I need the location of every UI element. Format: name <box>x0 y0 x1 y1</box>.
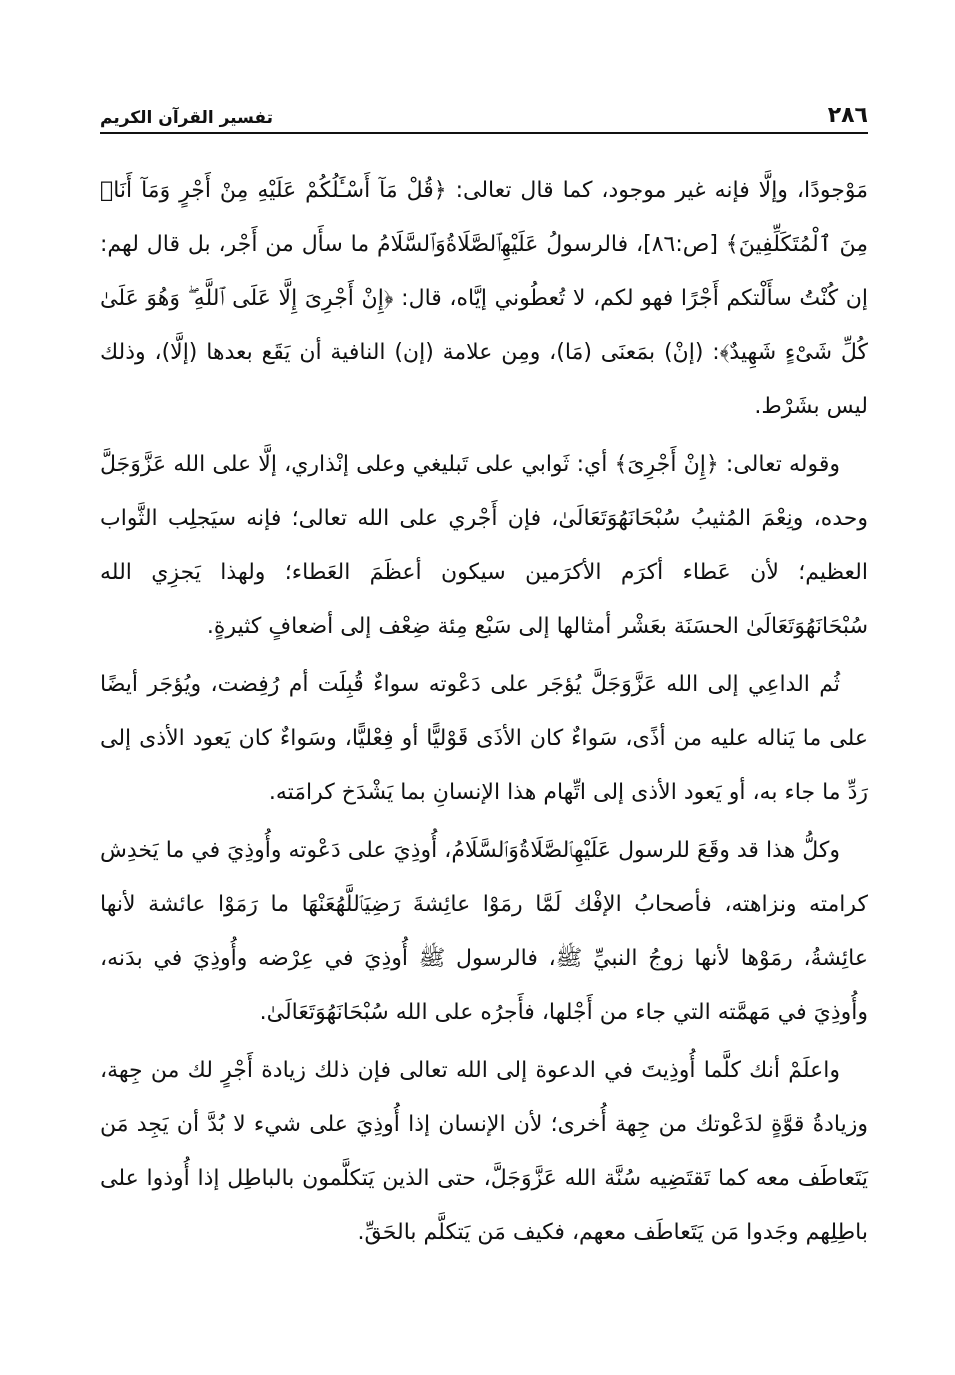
paragraph: وكلُّ هذا قد وقَعَ للرسول عَلَيْهِٱلصَّلَاةُوَٱلسَّلَامُ، أُوذِيَ على دَعْوته وأُوذِيَ في ما يَخدِش كرامته ونزاهته، فأصحابُ الإفْك لَمَّا رمَوْا عائِشةَ رَضِيَٱللَّهُعَنْهَا ما رَمَوْا عائشة لأنها عائِشةُ، رمَوْها لأنها زوجُ النبيِّ ﷺ، فالرسول ﷺ أُوذِيَ في عِرْضه وأُوذِيَ في بدَنه، وأُوذِيَ في مَهمَّته التي جاء من أَجْلها، فأَجرُه على الله سُبْحَانَهُوَتَعَالَىٰ. <box>100 838 868 1025</box>
paragraph: واعلَمْ أنك كلَّما أُوذِيتَ في الدعوة إلى الله تعالى فإن ذلك زيادة أَجْرٍ لك من جِهة، وزيادةُ قوَّةٍ لدَعْوتك من جِهة أُخرى؛ لأن الإنسان إذا أُوذِيَ على شيء لا بُدَّ أن يَجِد مَن يَتَعاطَف معه كما تَقتَضِيه سُنَّة الله عَزَّوَجَلَّ، حتى الذين يَتكلَّمون بالباطِل إذا أُوذوا على باطِلِهم وجَدوا مَن يَتَعاطَف معهم، فكيف مَن يَتكلَّم بالحَقِّ. <box>100 1058 868 1245</box>
page-header <box>100 94 868 134</box>
page-number: ٢٨٦ <box>827 103 868 128</box>
page-body <box>100 164 868 1260</box>
book-title: تفسير القرآن الكريم <box>100 108 274 128</box>
paragraph: مَوْجودًا، وإلَّا فإنه غير موجود، كما قال تعالى: ﴿قُلْ مَآ أَسْـَٔلُكُمْ عَلَيْهِ مِنْ أَجْرٍ وَمَآ أَنَا۠ مِنَ ٱلْمُتَكَلِّفِينَ﴾ [ص:٨٦]، فالرسولُ عَلَيْهِٱلصَّلَاةُوَٱلسَّلَامُ ما سأَل من أَجْر، بل قال لهم: إن كُنْتُ سأَلْتكم أَجْرًا فهو لكم، لا تُعطُوني إيَّاه، قال: ﴿إِنْ أَجْرِىَ إِلَّا عَلَى ٱللَّهِ ۖ وَهُوَ عَلَىٰ كُلِّ شَىْءٍ شَهِيدٌ﴾: (إنْ) بمَعنَى (مَا)، ومِن علامة (إن) النافية أن يَقَع بعدها (إلَّا)، وذلك ليس بشَرْط. <box>100 178 868 419</box>
paragraph: وقوله تعالى: ﴿إِنْ أَجْرِىَ﴾ أي: ثَوابي على تَبليغي وعلى إنْذاري، إلَّا على الله عَزَّوَجَلَّ وحده، ونِعْمَ المُثيبُ سُبْحَانَهُوَتَعَالَىٰ، فإن أَجْري على الله تعالى؛ فإنه سيَجلِب الثَّواب العظيم؛ لأن عَطاء أكرَم الأكرَمين سيكون أعظَمَ العَطاء؛ ولهذا يَجزِي الله سُبْحَانَهُوَتَعَالَىٰ الحسَنَة بعَشْر أمثالها إلى سَبْع مِئة ضِعْف إلى أضعافٍ كثيرةٍ. <box>100 452 868 639</box>
book-page <box>100 94 868 1264</box>
paragraph: ثُم الداعِي إلى الله عَزَّوَجَلَّ يُؤجَر على دَعْوته سواءٌ قُبِلَت أم رُفِضت، ويُؤجَر أيضًا على ما يَناله عليه من أذًى، سَواءٌ كان الأذَى قَوْليًّا أو فِعْليًّا، وسَواءٌ كان يَعود الأذى إلى رَدِّ ما جاء به، أو يَعود الأذى إلى اتِّهام هذا الإنسانِ بما يَشْدَخ كرامَته. <box>100 672 868 805</box>
